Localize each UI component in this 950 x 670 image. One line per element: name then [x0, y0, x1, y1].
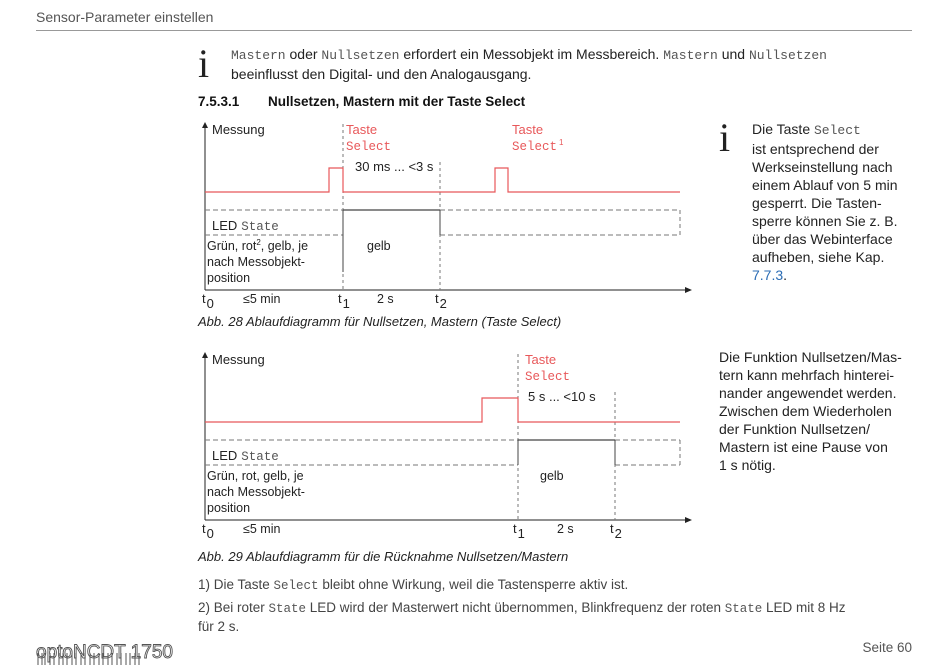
- svg-text:t1: t1: [338, 291, 350, 311]
- brand-wordmark: optoNCDT 1750: [36, 642, 173, 663]
- label-duration: 30 ms ... <3 s: [355, 159, 434, 174]
- label-select-1: Select: [346, 140, 392, 154]
- label-led: LED: [212, 448, 238, 463]
- label-color-text-2: nach Messobjekt-: [207, 485, 305, 499]
- signal-measurement: [205, 168, 680, 192]
- label-t2: t: [435, 291, 439, 306]
- caption-abb-28: Abb. 28 Ablaufdiagramm für Nullsetzen, Mastern (Taste Select): [198, 314, 562, 329]
- timing-diagram-1: [195, 112, 700, 312]
- x-axis-arrow: [685, 287, 692, 293]
- label-t1: t: [513, 521, 517, 536]
- label-t2: t: [610, 521, 614, 536]
- label-messung: Messung: [212, 122, 265, 137]
- y-axis-arrow: [202, 122, 208, 128]
- timing-diagram-2: [195, 342, 700, 542]
- footnote-2: 2) Bei roter State LED wird der Masterwert nicht übernommen, Blinkfrequenz der roten State LED mit 8 Hz für 2 s.: [198, 600, 846, 634]
- info-icon: i: [198, 41, 210, 86]
- page-header-title: Sensor-Parameter einstellen: [36, 9, 214, 25]
- footer-brand-logo: [36, 636, 173, 665]
- label-color-text-1: Grün, rot, gelb, je: [207, 469, 304, 483]
- page-number: Seite 60: [862, 640, 912, 655]
- label-color-text-1: Grün, rot: [207, 239, 257, 253]
- svg-text:t2: t2: [435, 291, 447, 311]
- signal-measurement: [205, 398, 680, 422]
- label-color-text-3: position: [207, 501, 251, 515]
- label-gelb: gelb: [367, 239, 391, 253]
- label-color-text-3: position: [207, 271, 251, 285]
- label-select-2: Select: [512, 140, 558, 154]
- code-mastern: Mastern: [231, 48, 286, 63]
- svg-text:t0: t0: [202, 291, 214, 311]
- section-number: 7.5.3.1: [198, 94, 240, 109]
- code-nullsetzen: Nullsetzen: [321, 48, 400, 63]
- svg-text:t2: t2: [610, 521, 622, 541]
- label-2s: 2 s: [377, 292, 394, 306]
- label-messung: Messung: [212, 352, 265, 367]
- footnote-1: 1) Die Taste Select bleibt ohne Wirkung, weil die Tastensperre aktiv ist.: [198, 577, 629, 593]
- label-t1: t: [338, 291, 342, 306]
- header-rule: [36, 30, 912, 31]
- label-led-state: State: [241, 450, 279, 464]
- label-duration: 5 s ... <10 s: [528, 389, 596, 404]
- x-axis-arrow: [685, 517, 692, 523]
- section-title: Nullsetzen, Mastern mit der Taste Select: [268, 94, 526, 109]
- label-color-text-2: nach Messobjekt-: [207, 255, 305, 269]
- label-led: LED: [212, 218, 238, 233]
- label-le5min: ≤5 min: [243, 292, 281, 306]
- label-t0: t: [202, 521, 206, 536]
- note-mastern-nullsetzen: Mastern oder Nullsetzen erfordert ein Messobjekt im Messbereich. Mastern und Nullsetzen beeinflusst den Digital- und den Analogausgang.: [231, 46, 827, 82]
- label-le5min: ≤5 min: [243, 522, 281, 536]
- label-t0: t: [202, 291, 206, 306]
- svg-text:LEDState: [212, 218, 279, 234]
- y-axis-arrow: [202, 352, 208, 358]
- link-kap-7-7-3[interactable]: 7.7.3: [752, 267, 784, 283]
- section-heading: [198, 94, 525, 109]
- footnote-ref-1: 1: [559, 138, 564, 147]
- side-note-pause: Die Funktion Nullsetzen/Mas- tern kann mehrfach hinterei- nander angewendet werden. Zwischen dem Wiederholen der Funktion Nullsetzen/ Mastern ist eine Pause von 1 s nötig.: [719, 349, 902, 473]
- caption-abb-29: Abb. 29 Ablaufdiagramm für die Rücknahme Nullsetzen/Mastern: [198, 549, 569, 564]
- label-taste-1: Taste: [346, 122, 378, 137]
- svg-text:LEDState: [212, 448, 279, 464]
- label-led-state: State: [241, 220, 279, 234]
- side-note-tastensperre: Die Taste Select ist entsprechend der Werkseinstellung nach einem Ablauf von 5 min gesperrt. Die Tasten- sperre können Sie z. B. über das Webinterface aufheben, siehe Kap. 7.7.3.: [752, 121, 898, 283]
- code-select: Select: [814, 123, 861, 138]
- label-taste-2: Taste: [512, 122, 544, 137]
- footnote-ref-2: 2: [256, 238, 261, 247]
- svg-text:t1: t1: [513, 521, 525, 541]
- info-icon: i: [719, 115, 731, 160]
- label-2s: 2 s: [557, 522, 574, 536]
- label-select: Select: [525, 370, 571, 384]
- label-taste: Taste: [525, 352, 557, 367]
- label-gelb: gelb: [540, 469, 564, 483]
- svg-text:Grün, rot2, gelb, je: Grün, rot$^2$, gelb, je: [207, 238, 309, 253]
- svg-text:t0: t0: [202, 521, 214, 541]
- svg-text:Select1: [512, 138, 564, 154]
